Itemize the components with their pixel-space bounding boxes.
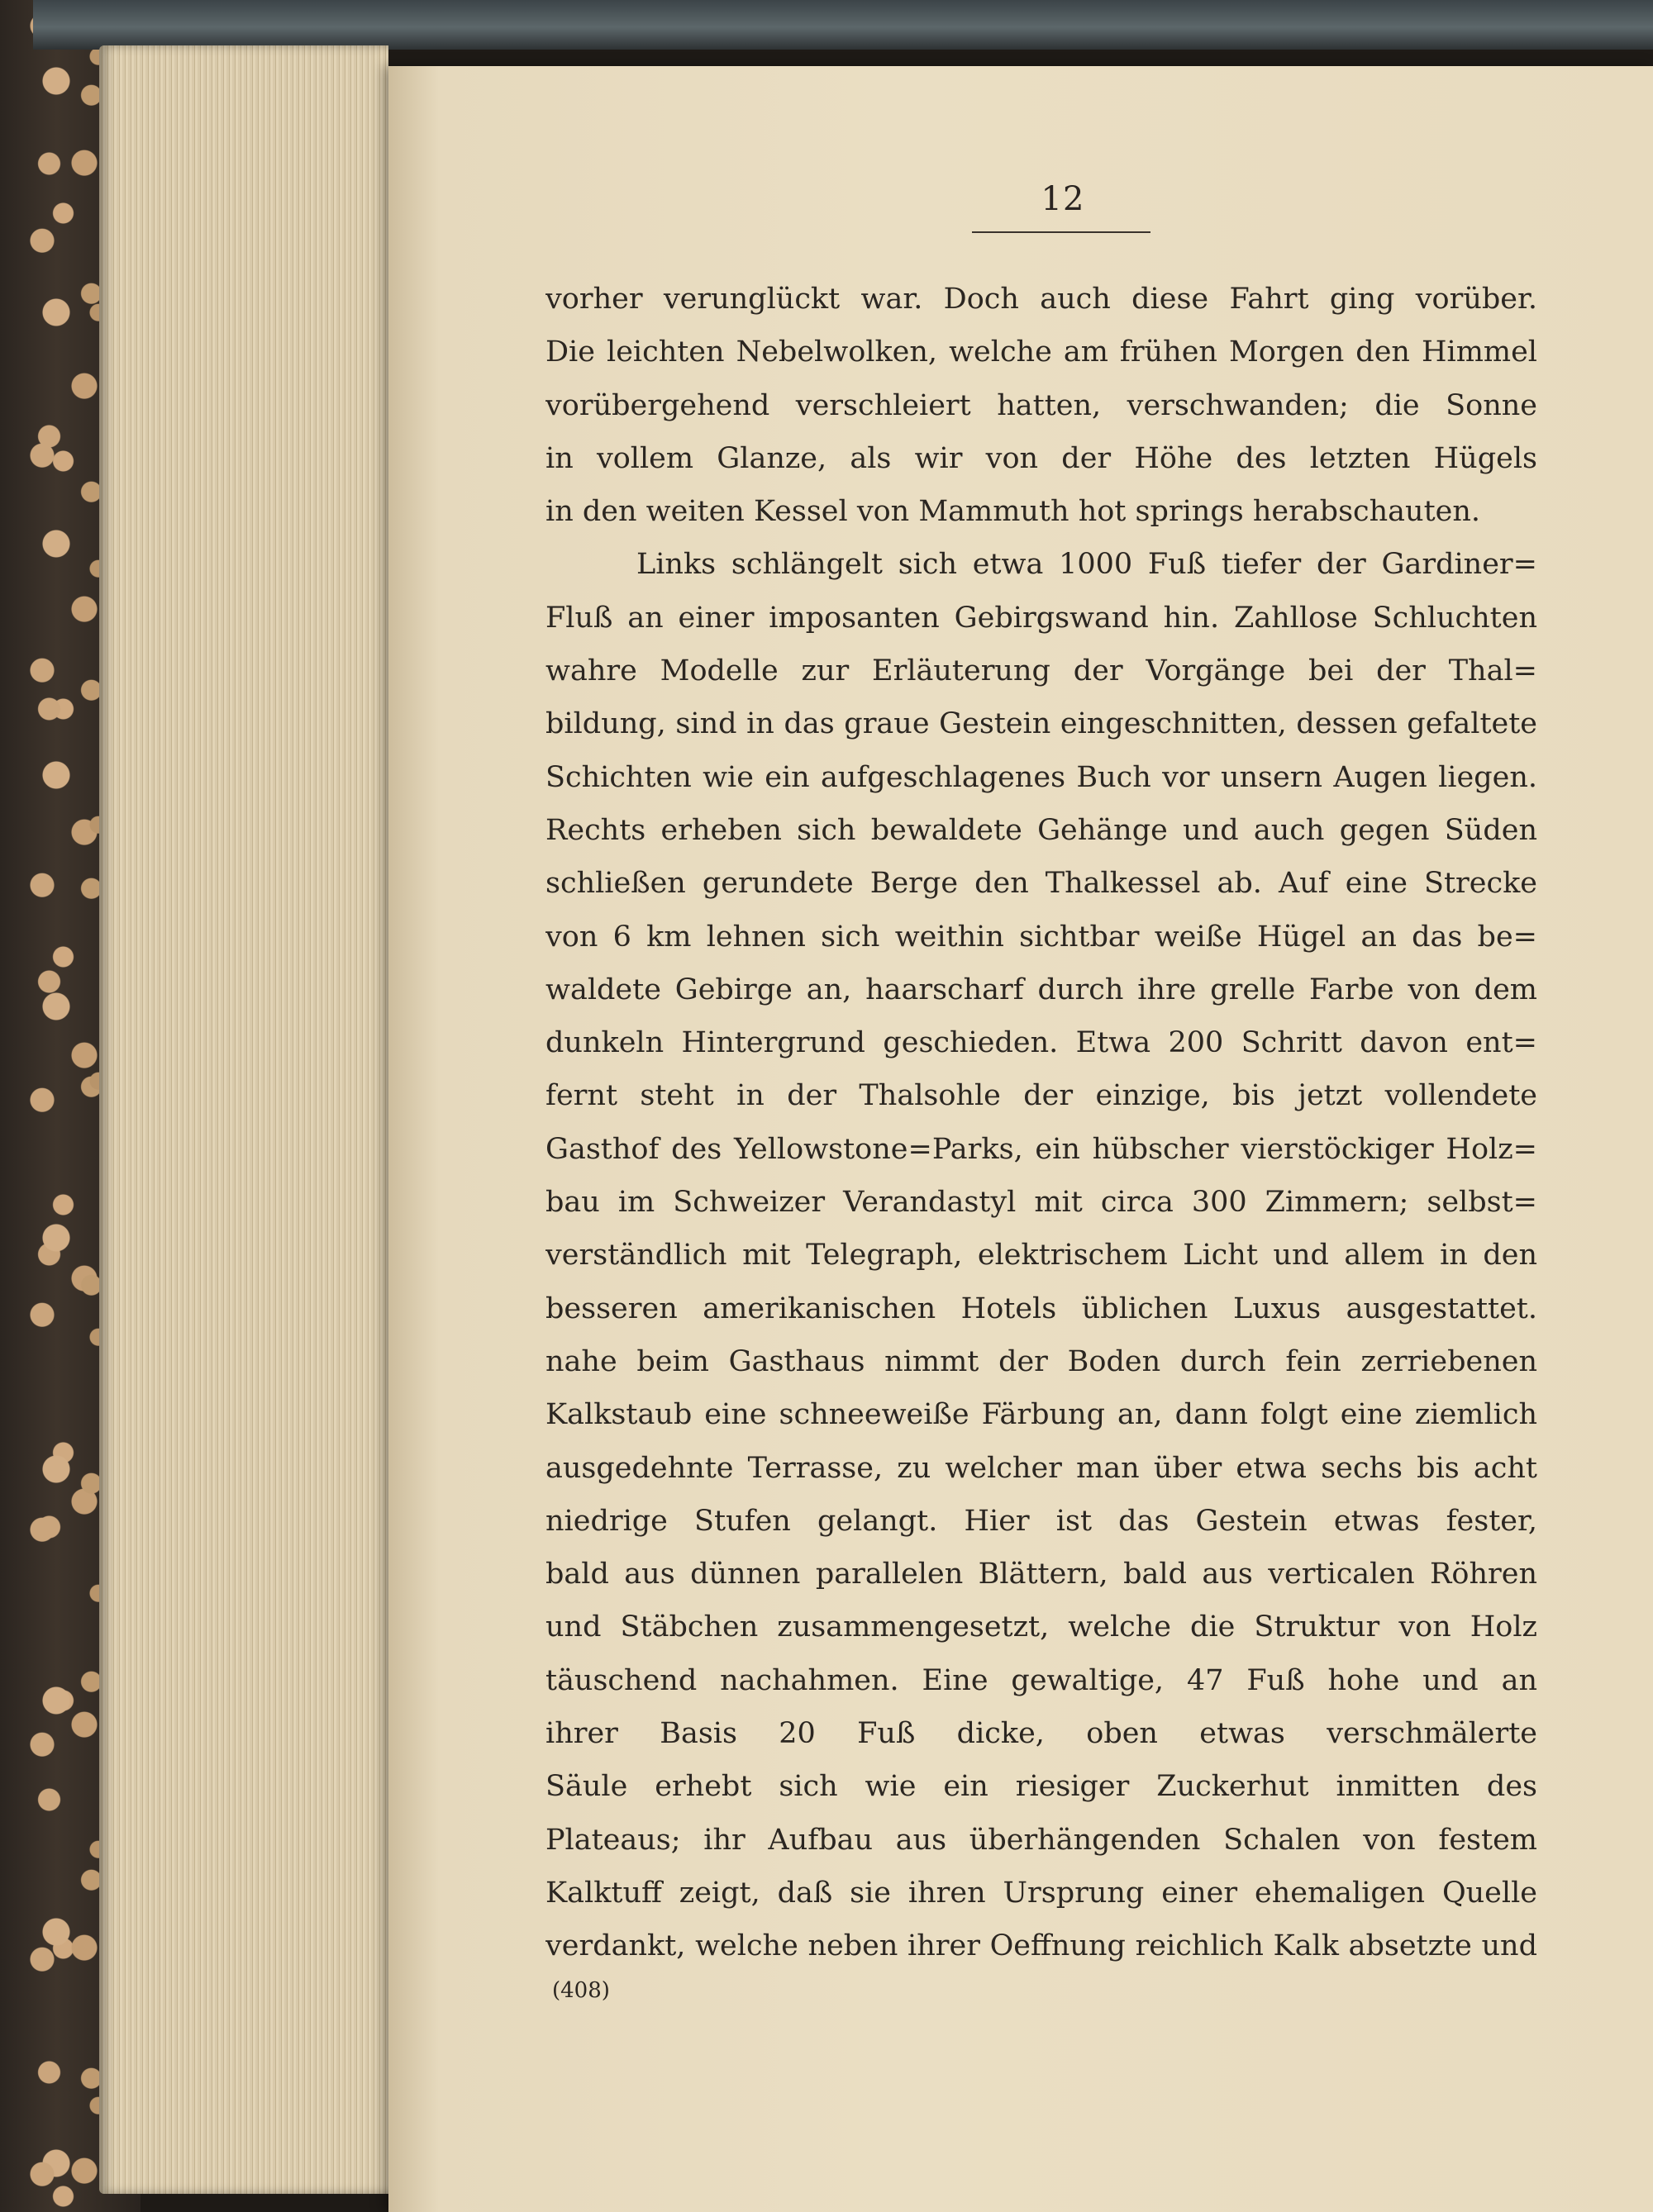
text-line: wahre Modelle zur Erläuterung der Vorgänge bei der Thal= [545, 654, 1537, 688]
text-line: Kalkstaub eine schneeweiße Färbung an, dann folgt eine ziemlich [545, 1398, 1537, 1432]
book-binding-top [33, 0, 1653, 50]
text-line: bau im Schweizer Verandastyl mit circa 300 Zimmern; selbst= [545, 1186, 1537, 1220]
text-line: täuschend nachahmen. Eine gewaltige, 47 Fuß hohe und an [545, 1663, 1537, 1697]
text-line: besseren amerikanischen Hotels üblichen Luxus ausgestattet. [545, 1292, 1537, 1325]
text-line: Schichten wie ein aufgeschlagenes Buch vor unsern Augen liegen. [545, 760, 1537, 794]
body-text [545, 273, 1537, 1973]
text-line: Plateaus; ihr Aufbau aus überhängenden Schalen von festem [545, 1823, 1537, 1857]
text-line: vorübergehend verschleiert hatten, verschwanden; die Sonne [545, 388, 1537, 422]
text-line: schließen gerundete Berge den Thalkessel ab. Auf eine Strecke [545, 867, 1537, 901]
printer-signature-mark: (408) [552, 1978, 610, 2003]
text-line: ihrer Basis 20 Fuß dicke, oben etwas verschmälerte [545, 1717, 1537, 1751]
text-line: in vollem Glanze, als wir von der Höhe des letzten Hügels [545, 441, 1537, 475]
text-line: Kalktuff zeigt, daß sie ihren Ursprung einer ehemaligen Quelle [545, 1876, 1537, 1910]
text-line: und Stäbchen zusammengesetzt, welche die Struktur von Holz [545, 1610, 1537, 1644]
page-number-rule [972, 231, 1150, 233]
page-number: 12 [1041, 180, 1085, 218]
text-line: dunkeln Hintergrund geschieden. Etwa 200 Schritt davon ent= [545, 1026, 1537, 1060]
text-line: vorher verunglückt war. Doch auch diese Fahrt ging vorüber. [545, 283, 1537, 316]
text-line: Säule erhebt sich wie ein riesiger Zuckerhut inmitten des [545, 1770, 1537, 1804]
text-line: Rechts erheben sich bewaldete Gehänge und auch gegen Süden [545, 813, 1537, 847]
text-line: niedrige Stufen gelangt. Hier ist das Gestein etwas fester, [545, 1504, 1537, 1538]
text-line: Die leichten Nebelwolken, welche am frühen Morgen den Himmel [545, 335, 1537, 369]
page-edges [99, 45, 388, 2194]
text-line: Links schlängelt sich etwa 1000 Fuß tiefer der Gardiner= [636, 548, 1537, 582]
text-line: verdankt, welche neben ihrer Oeffnung reichlich Kalk absetzte und [545, 1929, 1537, 1963]
text-line: Fluß an einer imposanten Gebirgswand hin. Zahllose Schluchten [545, 601, 1537, 635]
text-line: verständlich mit Telegraph, elektrischem Licht und allem in den [545, 1239, 1537, 1272]
text-line: Gasthof des Yellowstone=Parks, ein hübscher vierstöckiger Holz= [545, 1132, 1537, 1166]
text-line: bildung, sind in das graue Gestein eingeschnitten, dessen gefaltete [545, 707, 1537, 741]
text-line: waldete Gebirge an, haarscharf durch ihre grelle Farbe von dem [545, 973, 1537, 1006]
text-line: nahe beim Gasthaus nimmt der Boden durch fein zerriebenen [545, 1344, 1537, 1378]
text-line: fernt steht in der Thalsohle der einzige, bis jetzt vollendete [545, 1079, 1537, 1113]
text-line: bald aus dünnen parallelen Blättern, bald aus verticalen Röhren [545, 1558, 1537, 1591]
text-line: ausgedehnte Terrasse, zu welcher man über etwa sechs bis acht [545, 1451, 1537, 1485]
text-line: von 6 km lehnen sich weithin sichtbar weiße Hügel an das be= [545, 920, 1537, 954]
text-line: in den weiten Kessel von Mammuth hot springs herabschauten. [545, 495, 1481, 529]
